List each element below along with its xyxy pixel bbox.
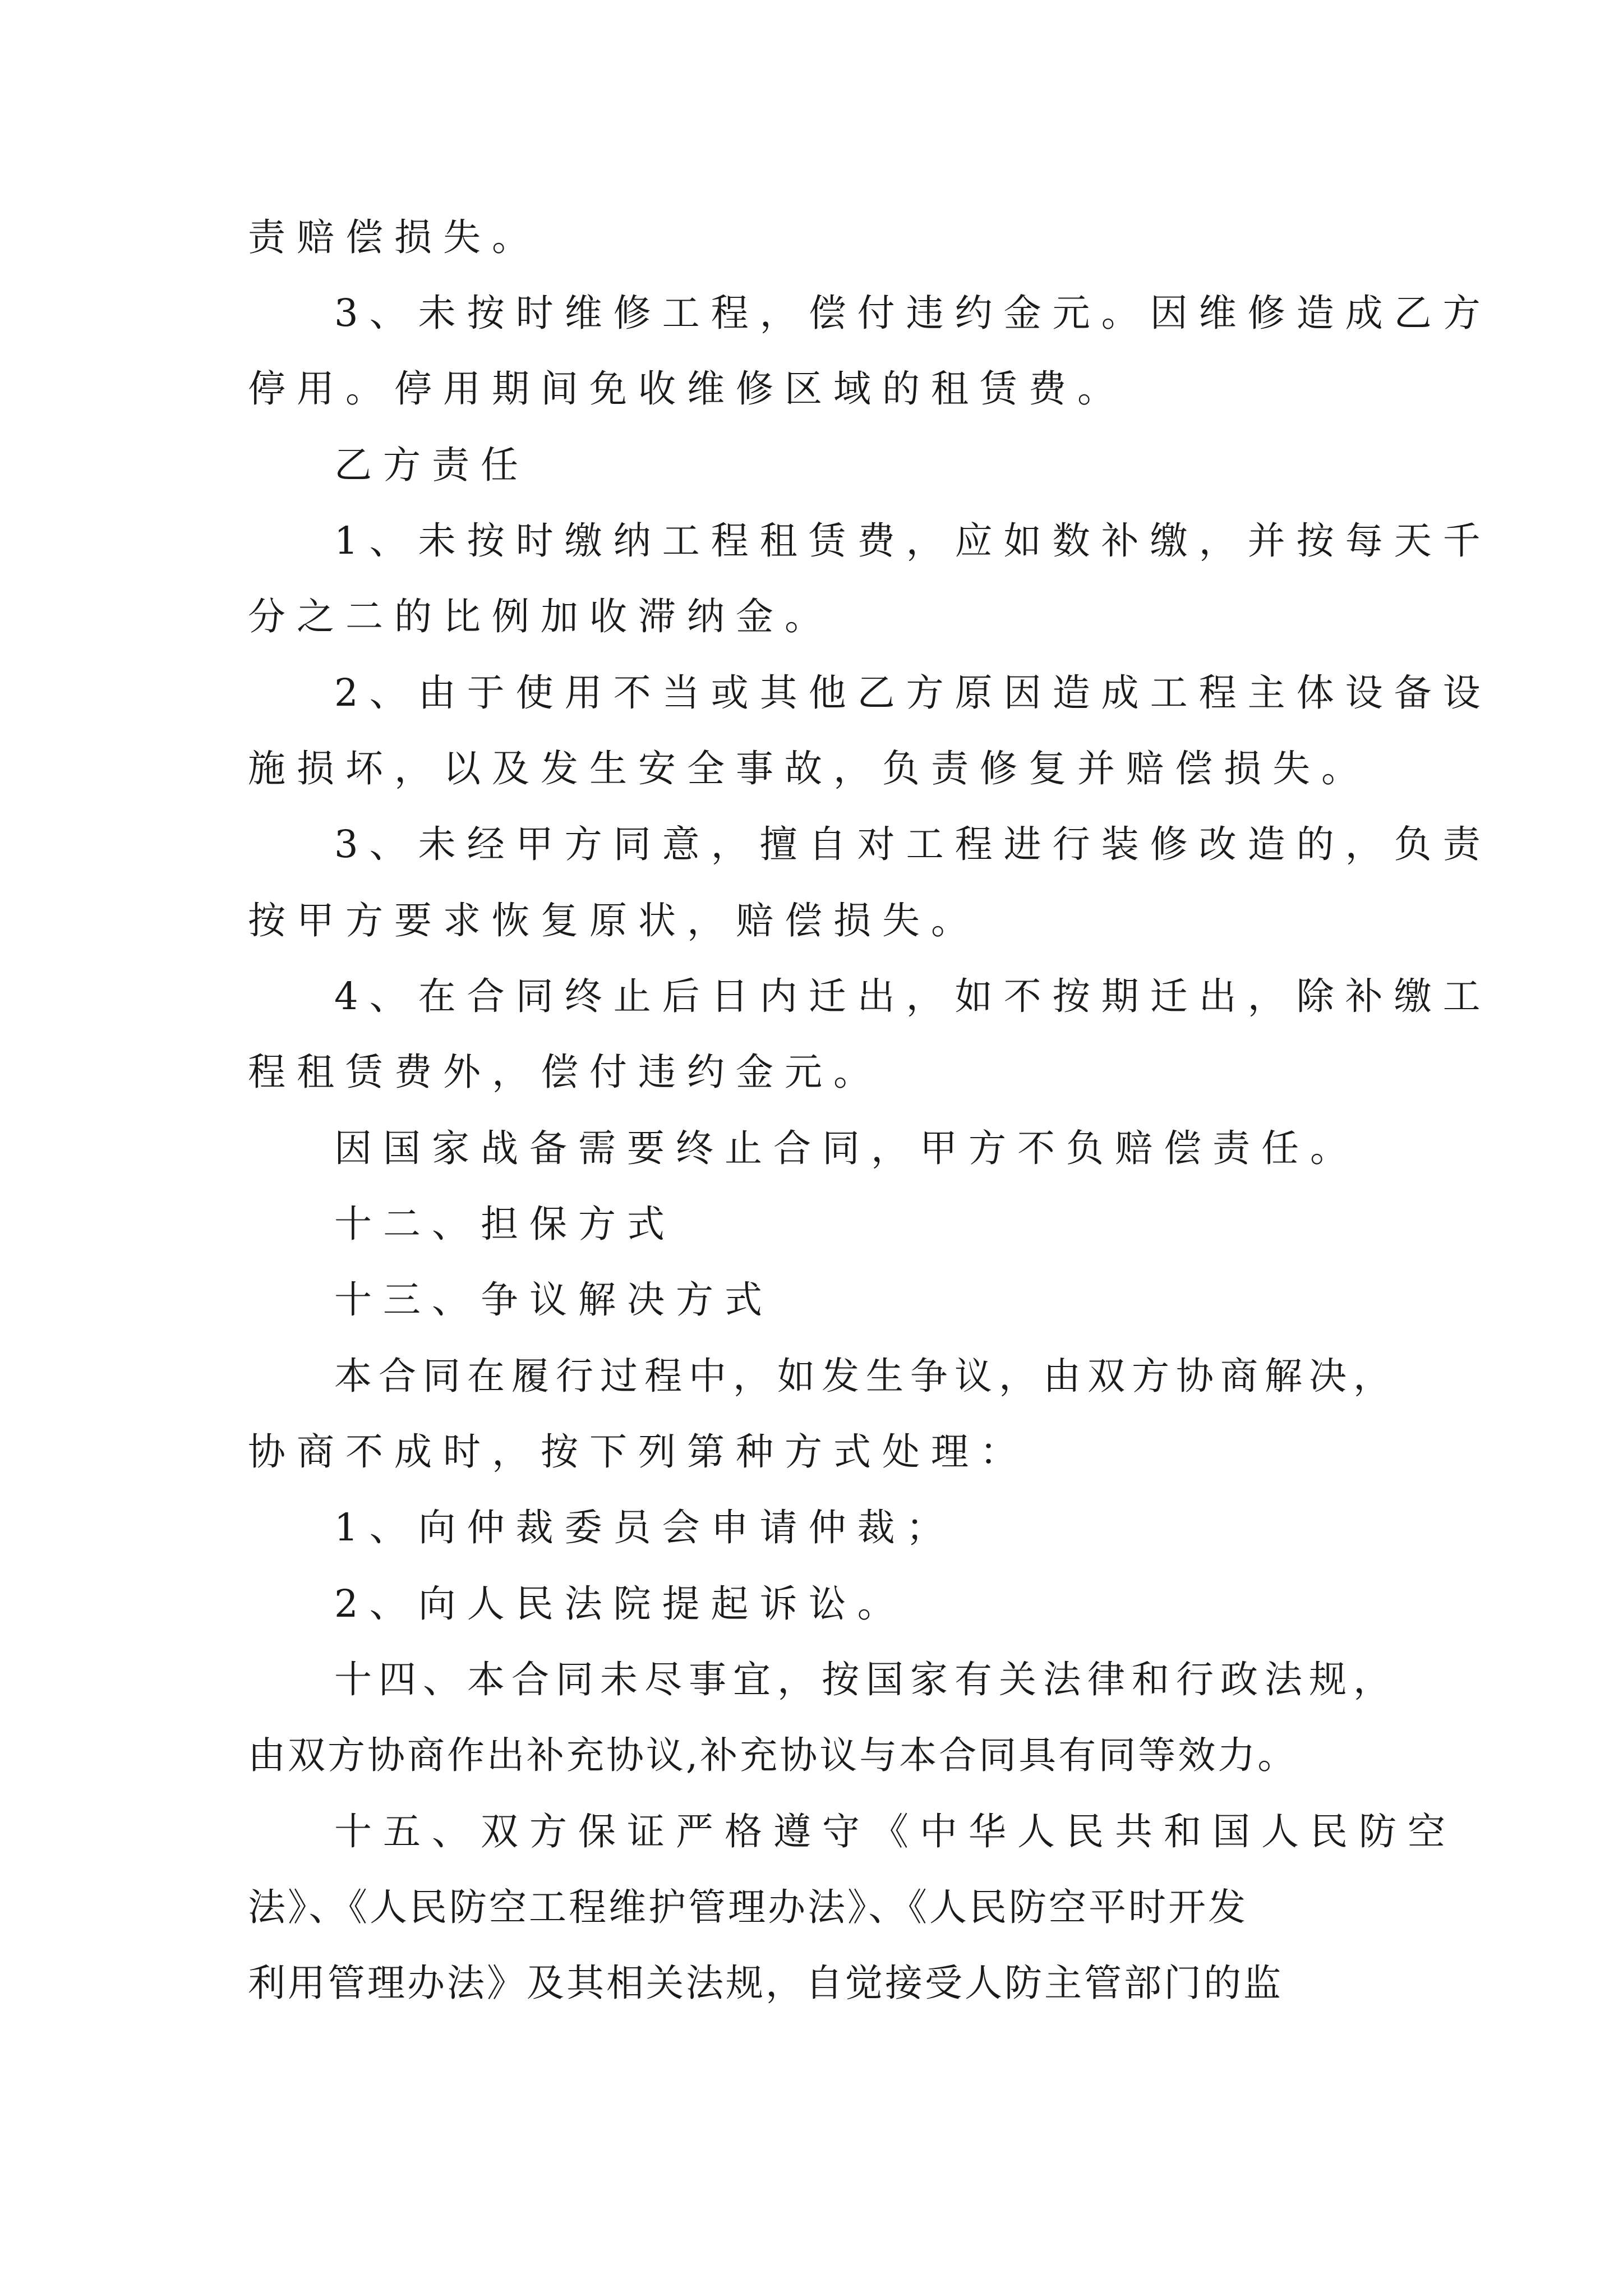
text-line: 责赔偿损失。 <box>248 215 541 259</box>
text-line: 程租赁费外，偿付违约金元。 <box>248 1050 882 1094</box>
text-line: 3、未经甲方同意，擅自对工程进行装修改造的，负责 <box>334 822 1492 866</box>
text-line: 1、未按时缴纳工程租赁费，应如数补缴，并按每天千 <box>334 519 1492 563</box>
text-line: 十四、本合同未尽事宜，按国家有关法律和行政法规， <box>334 1658 1398 1701</box>
text-line: 3、未按时维修工程，偿付违约金元。因维修造成乙方 <box>334 291 1492 335</box>
text-line: 十五、双方保证严格遵守《中华人民共和国人民防空 <box>334 1810 1456 1853</box>
text-line: 协商不成时，按下列第种方式处理： <box>248 1430 1029 1474</box>
text-line: 十三、争议解决方式 <box>334 1278 773 1322</box>
text-line: 本合同在履行过程中，如发生争议，由双方协商解决， <box>334 1354 1398 1398</box>
text-line: 施损坏，以及发生安全事故，负责修复并赔偿损失。 <box>248 747 1370 790</box>
text-line: 法》、《人民防空工程维护管理办法》、《人民防空平时开发 <box>248 1885 1248 1929</box>
text-line: 1、向仲裁委员会申请仲裁； <box>334 1506 955 1549</box>
text-line: 利用管理办法》及其相关法规，自觉接受人防主管部门的监 <box>248 1961 1283 2005</box>
text-line: 2、向人民法院提起诉讼。 <box>334 1582 906 1626</box>
text-line: 分之二的比例加收滞纳金。 <box>248 595 833 638</box>
text-line: 因国家战备需要终止合同，甲方不负赔偿责任。 <box>334 1126 1359 1170</box>
text-line: 由双方协商作出补充协议,补充协议与本合同具有同等效力。 <box>248 1733 1298 1777</box>
text-line: 4、在合同终止后日内迁出，如不按期迁出，除补缴工 <box>334 974 1492 1018</box>
text-line: 乙方责任 <box>334 443 529 487</box>
text-line: 按甲方要求恢复原状，赔偿损失。 <box>248 899 980 942</box>
text-line: 十二、担保方式 <box>334 1202 676 1246</box>
text-line: 2、由于使用不当或其他乙方原因造成工程主体设备设 <box>334 671 1492 715</box>
text-line: 停用。停用期间免收维修区域的租赁费。 <box>248 367 1126 411</box>
